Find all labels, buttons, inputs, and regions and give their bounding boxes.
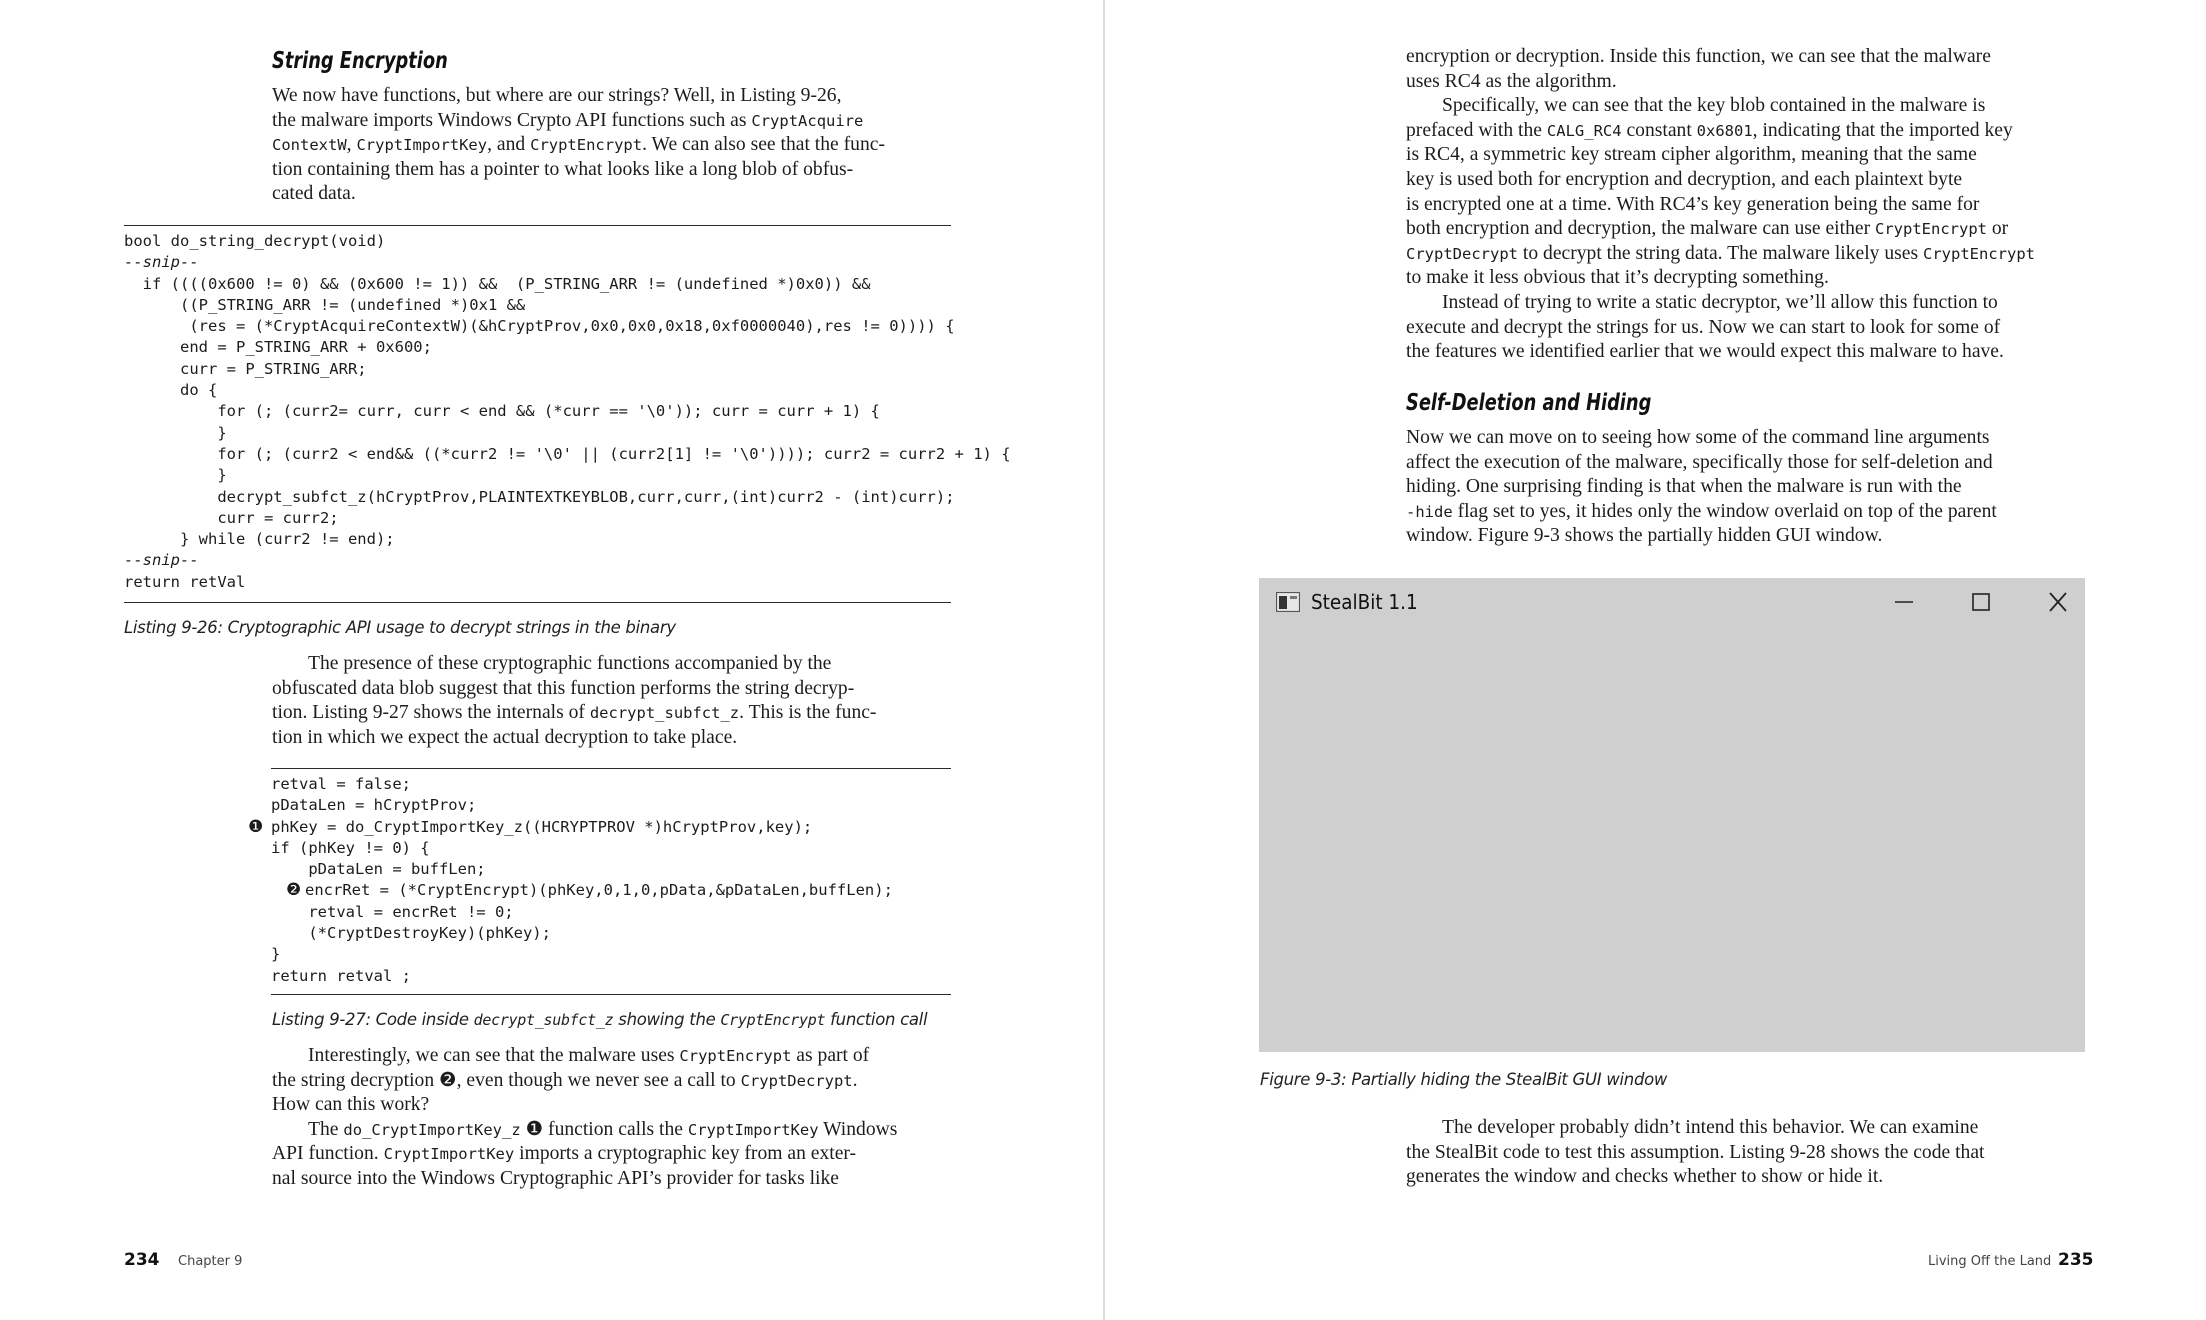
inline-code: CryptDecrypt <box>740 1071 853 1090</box>
inline-code: CryptImportKey <box>687 1120 819 1139</box>
inline-code: CryptImportKey <box>383 1145 515 1164</box>
text-run: to decrypt the string data. The malware likely uses <box>1517 242 1923 264</box>
close-icon[interactable] <box>2040 587 2076 617</box>
text-line <box>272 1044 952 1069</box>
page-number-right: 235 <box>2058 1250 2094 1270</box>
text-run: as part of <box>791 1045 870 1066</box>
text-run: encryption or decryption. Inside this function, we can see that the malware <box>1406 46 1991 67</box>
text-run: The presence of these cryptographic functions accompanied by the <box>308 653 832 674</box>
window-client-area <box>1259 628 2085 1052</box>
paragraph-after-listing-27 <box>272 1044 952 1192</box>
text-line <box>272 84 952 109</box>
code-line: curr = curr2; <box>124 508 339 527</box>
text-run: obfuscated data blob suggest that this function performs the string decryp- <box>272 677 855 699</box>
code-text: if (phKey != 0) { <box>271 838 430 857</box>
text-line <box>1406 1116 2086 1141</box>
inline-code: ContextW <box>272 136 347 155</box>
code-line: end = P_STRING_ARR + 0x600; <box>124 338 432 357</box>
text-line <box>1406 1165 2086 1190</box>
code-line: decrypt_subfct_z(hCryptProv,PLAINTEXTKEYBLOB,curr,curr,(int)curr2 - (int)curr); <box>124 487 955 506</box>
text-line <box>272 726 952 751</box>
inline-code: -hide <box>1406 502 1453 521</box>
text-line <box>272 1069 952 1094</box>
window-titlebar <box>1259 578 2085 628</box>
figure-9-3-caption: Figure 9-3: Partially hiding the StealBit GUI window <box>1260 1070 1668 1089</box>
inline-code: do_CryptImportKey_z <box>343 1120 521 1139</box>
inline-code: CALG_RC4 <box>1546 121 1622 140</box>
section-heading-self-deletion: Self-Deletion and Hiding <box>1406 390 1652 416</box>
text-run: nal source into the Windows Cryptographic API’s provider for tasks like <box>272 1167 839 1189</box>
paragraph-after-listing-26 <box>272 652 952 750</box>
text-run: both encryption and decryption, the malware can use either <box>1406 218 1875 240</box>
code-text: pDataLen = buffLen; <box>271 860 486 879</box>
minimize-icon[interactable] <box>1886 587 1922 617</box>
text-line <box>272 677 952 702</box>
text-run: . <box>852 1069 858 1091</box>
text-run: Now we can move on to seeing how some of the command line arguments <box>1406 427 1990 448</box>
text-run: or <box>1986 218 2009 240</box>
text-line <box>272 1118 952 1143</box>
code-line: for (; (curr2 < end&& ((*curr2 != '\0' || (curr2[1] != '\0')))); curr2 = curr2 + 1) { <box>124 444 1011 463</box>
text-run: tion containing them has a pointer to what looks like a long blob of obfus- <box>272 158 854 180</box>
code-text: retval = false; <box>271 775 411 793</box>
code-line: bool do_string_decrypt(void) <box>124 232 386 250</box>
text-run: The developer probably didn’t intend this behavior. We can examine <box>1442 1117 1979 1138</box>
listing-9-27-caption <box>272 1010 927 1029</box>
text-run: is encrypted one at a time. With RC4’s key generation being the same for <box>1406 193 1980 215</box>
text-line <box>272 1167 952 1192</box>
inline-code: CryptEncrypt <box>1875 220 1987 239</box>
text-run: We now have functions, but where are our strings? Well, in Listing 9-26, <box>272 85 842 106</box>
code-text: phKey = do_CryptImportKey_z((HCRYPTPROV *)hCryptProv,key); <box>271 817 813 836</box>
text-line <box>1406 70 2086 95</box>
text-line <box>1406 524 2086 549</box>
callout-marker: ❶ <box>248 816 264 837</box>
code-line: --snip-- <box>124 551 199 570</box>
inline-code: CryptEncrypt <box>1923 244 2035 263</box>
text-run: flag set to yes, it hides only the window overlaid on top of the parent <box>1452 500 1997 522</box>
text-run: the string decryption ❷, even though we never see a call to <box>272 1069 741 1091</box>
text-line <box>1406 119 2086 144</box>
text-line <box>1406 193 2086 218</box>
code-text: retval = encrRet != 0; <box>271 902 514 921</box>
text-run: execute and decrypt the strings for us. Now we can start to look for some of <box>1406 316 2001 338</box>
callout-marker: ❷ <box>286 880 302 901</box>
text-line <box>272 158 952 183</box>
page-number-left: 234 <box>124 1250 160 1270</box>
code-text: encrRet = (*CryptEncrypt)(phKey,0,1,0,pData,&pDataLen,buffLen); <box>305 881 893 900</box>
running-footer-right: Living Off the Land <box>1928 1254 2052 1269</box>
inline-code: CryptDecrypt <box>1406 244 1518 263</box>
text-line <box>1406 500 2086 525</box>
text-run: Instead of trying to write a static decryptor, we’ll allow this function to <box>1442 291 1998 313</box>
text-line <box>1406 266 2086 291</box>
text-line <box>272 1142 952 1167</box>
text-line <box>1406 291 2086 316</box>
text-line <box>272 182 952 207</box>
paragraph-hiding <box>1406 426 2086 549</box>
caption-27-text-1: Listing 9-27: Code inside <box>272 1010 474 1029</box>
text-run: How can this work? <box>272 1094 430 1116</box>
caption-27-code-1: decrypt_subfct_z <box>473 1011 614 1029</box>
text-run: prefaced with the <box>1406 119 1547 141</box>
text-line <box>1406 316 2086 341</box>
text-line <box>272 1093 952 1118</box>
text-run: The <box>308 1118 344 1140</box>
listing-27-bottom-rule <box>271 994 951 995</box>
inline-code: CryptImportKey <box>356 136 488 155</box>
section-heading-string-encryption: String Encryption <box>272 48 448 74</box>
code-line: } while (curr2 != end); <box>124 530 395 549</box>
inline-code: decrypt_subfct_z <box>589 704 740 723</box>
maximize-icon[interactable] <box>1963 587 1999 617</box>
text-line <box>1406 1141 2086 1166</box>
text-line <box>1406 168 2086 193</box>
text-run: is RC4, a symmetric key stream cipher algorithm, meaning that the same <box>1406 144 1977 166</box>
text-run: uses RC4 as the algorithm. <box>1406 70 1617 92</box>
listing-26-top-rule <box>124 225 951 226</box>
text-run: tion in which we expect the actual decryption to take place. <box>272 726 738 748</box>
caption-27-text-2: showing the <box>613 1010 721 1029</box>
code-line: if ((((0x600 != 0) && (0x600 != 1)) && (P_STRING_ARR != (undefined *)0x0)) && <box>124 274 871 293</box>
code-line: for (; (curr2= curr, curr < end && (*curr == '\0')); curr = curr + 1) { <box>124 402 880 421</box>
text-run: , and <box>487 134 531 156</box>
window-title: StealBit 1.1 <box>1311 590 1418 614</box>
code-text: } <box>271 945 281 964</box>
text-line <box>272 109 952 134</box>
text-line <box>272 133 952 158</box>
code-line: curr = P_STRING_ARR; <box>124 359 367 378</box>
code-line: return retVal <box>124 572 246 591</box>
inline-code: 0x6801 <box>1696 121 1753 140</box>
text-line <box>272 701 952 726</box>
text-run: key is used both for encryption and decryption, and each plaintext byte <box>1406 168 1963 190</box>
paragraph-developer <box>1406 1116 2086 1190</box>
text-run: . This is the func- <box>739 702 877 724</box>
text-line <box>1406 45 2086 70</box>
caption-27-text-3: function call <box>825 1010 928 1029</box>
listing-26-bottom-rule <box>124 602 951 603</box>
text-run: Windows <box>818 1118 898 1140</box>
code-text: pDataLen = hCryptProv; <box>271 796 477 815</box>
caption-27-code-2: CryptEncrypt <box>720 1011 826 1029</box>
text-run: , <box>346 134 357 156</box>
text-line <box>1406 451 2086 476</box>
text-line <box>272 652 952 677</box>
text-run: the StealBit code to test this assumption. Listing 9-28 shows the code that <box>1406 1141 1985 1163</box>
paragraph-rc4 <box>1406 45 2086 365</box>
text-run: tion. Listing 9-27 shows the internals of <box>272 702 590 724</box>
app-window-icon <box>1276 592 1300 612</box>
text-run: ❶ function calls the <box>520 1118 688 1140</box>
code-line: do { <box>124 381 218 400</box>
text-run: Specifically, we can see that the key blob contained in the malware is <box>1442 95 1986 117</box>
text-run: generates the window and checks whether to show or hide it. <box>1406 1166 1884 1188</box>
text-line <box>1406 94 2086 119</box>
text-run: constant <box>1621 119 1697 141</box>
text-line <box>1406 340 2086 365</box>
inline-code: CryptEncrypt <box>530 136 643 155</box>
text-run: Interestingly, we can see that the malware uses <box>308 1045 680 1066</box>
text-run: imports a cryptographic key from an exter- <box>514 1143 857 1165</box>
code-text: (*CryptDestroyKey)(phKey); <box>271 924 551 943</box>
listing-9-26-code <box>124 231 1011 593</box>
inline-code: CryptEncrypt <box>679 1047 792 1065</box>
text-run: to make it less obvious that it’s decrypting something. <box>1406 267 1829 289</box>
code-line: } <box>124 423 227 442</box>
listing-27-top-rule <box>271 768 951 769</box>
text-line <box>1406 217 2086 242</box>
text-run: window. Figure 9-3 shows the partially hidden GUI window. <box>1406 525 1883 547</box>
text-line <box>1406 143 2086 168</box>
code-line: } <box>124 466 227 485</box>
text-run: the malware imports Windows Crypto API functions such as <box>272 109 752 131</box>
code-text: return retval ; <box>271 966 411 985</box>
figure-stealbit-window <box>1259 578 2085 1052</box>
running-footer-left: Chapter 9 <box>178 1254 243 1269</box>
text-run: the features we identified earlier that we would expect this malware to have. <box>1406 341 2004 363</box>
text-run: API function. <box>272 1143 384 1165</box>
text-line <box>1406 242 2086 267</box>
listing-9-26-caption: Listing 9-26: Cryptographic API usage to decrypt strings in the binary <box>124 618 676 637</box>
code-line: --snip-- <box>124 253 199 272</box>
text-line <box>1406 475 2086 500</box>
paragraph-intro <box>272 84 952 207</box>
text-run: cated data. <box>272 183 356 205</box>
code-line: (res = (*CryptAcquireContextW)(&hCryptProv,0x0,0x0,0x18,0xf0000040),res != 0)))) { <box>124 317 955 336</box>
text-line <box>1406 426 2086 451</box>
inline-code: CryptAcquire <box>751 111 864 130</box>
text-run: , indicating that the imported key <box>1752 119 2013 141</box>
text-run: hiding. One surprising finding is that when the malware is run with the <box>1406 476 1962 498</box>
text-run: . We can also see that the func- <box>642 134 885 156</box>
text-run: affect the execution of the malware, specifically those for self-deletion and <box>1406 451 1993 473</box>
code-line: ((P_STRING_ARR != (undefined *)0x1 && <box>124 295 526 314</box>
